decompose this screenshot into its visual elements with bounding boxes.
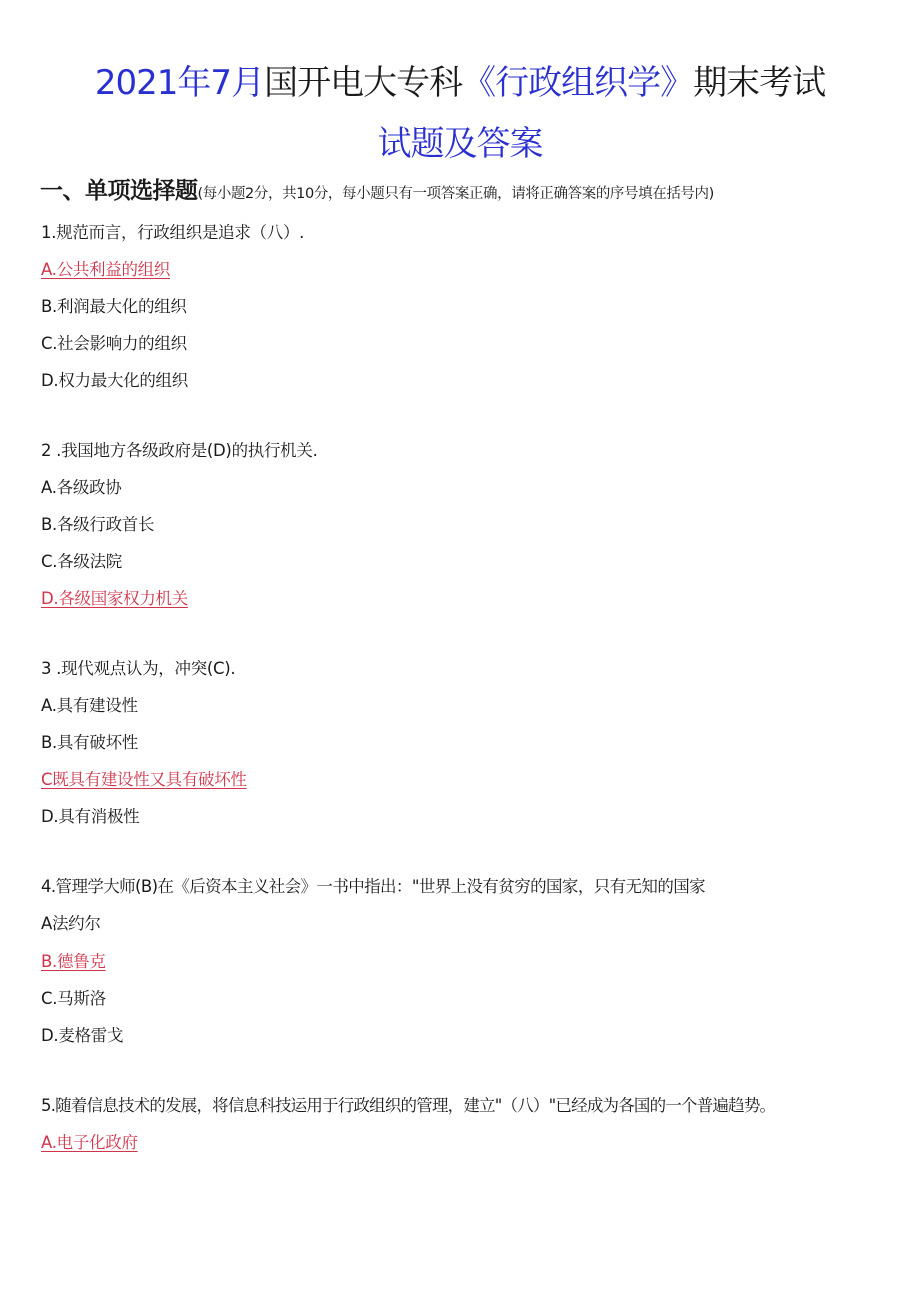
- option: D.权力最大化的组织: [41, 371, 188, 390]
- section-title: 一、单项选择题: [40, 178, 198, 204]
- option: B.各级行政首长: [41, 515, 155, 534]
- title-school: 国开电大专科: [264, 63, 463, 103]
- option: C.各级法院: [41, 552, 122, 571]
- question-stem: 2 .我国地方各级政府是(D)的执行机关.: [41, 441, 318, 460]
- question-stem: 3 .现代观点认为，冲突(C).: [41, 659, 236, 678]
- option: D.具有消极性: [41, 807, 140, 826]
- section-heading: [40, 172, 714, 205]
- answer-option: C既具有建设性又具有破坏性: [41, 770, 247, 789]
- answer-option: D.各级国家权力机关: [41, 589, 188, 608]
- answer-option: B.德鲁克: [41, 952, 106, 971]
- option: D.麦格雷戈: [41, 1026, 124, 1045]
- title-exam: 期末考试: [693, 63, 826, 103]
- option: B.具有破坏性: [41, 733, 138, 752]
- question-stem: 1.规范而言，行政组织是追求（八）.: [41, 223, 305, 242]
- question-stem: 5.随着信息技术的发展，将信息科技运用于行政组织的管理，建立"（八）"已经成为各国的一个普遍趋势。: [41, 1096, 776, 1115]
- option: C.马斯洛: [41, 989, 106, 1008]
- title-course: 《行政组织学》: [462, 63, 694, 103]
- option: C.社会影响力的组织: [41, 334, 187, 353]
- option: A法约尔: [41, 914, 101, 933]
- section-note: (每小题2分，共10分，每小题只有一项答案正确，请将正确答案的序号填在括号内): [197, 186, 714, 202]
- title-date: 2021年7月: [94, 63, 265, 103]
- option: A.各级政协: [41, 478, 122, 497]
- document-subtitle: 试题及答案: [377, 124, 543, 164]
- answer-option: A.电子化政府: [41, 1133, 138, 1152]
- document-title: [0, 55, 920, 104]
- question-stem: 4.管理学大师(B)在《后资本主义社会》一书中指出："世界上没有贫穷的国家，只有无知的国家: [41, 877, 706, 896]
- answer-option: A.公共利益的组织: [41, 260, 171, 279]
- option: B.利润最大化的组织: [41, 297, 187, 316]
- option: A.具有建设性: [41, 696, 138, 715]
